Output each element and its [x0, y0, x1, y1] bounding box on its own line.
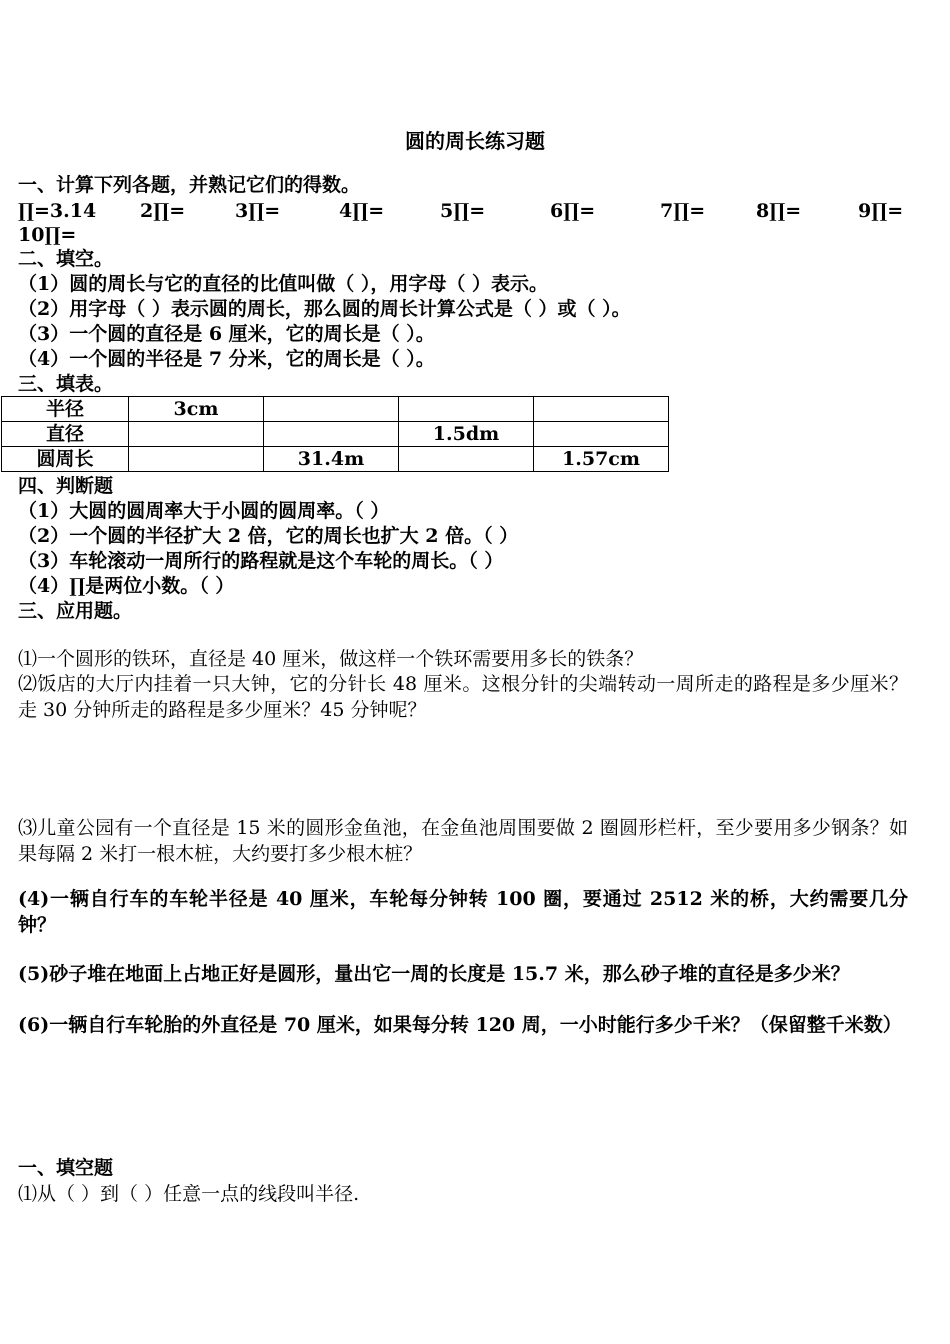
page-title: 圆的周长练习题 [405, 129, 545, 153]
word-problem-1: ⑴一个圆形的铁环，直径是 40 厘米，做这样一个铁环需要用多长的铁条？ [18, 648, 644, 670]
table-cell: 1.5dm [399, 422, 534, 447]
fill-blank-item: ⑴从（ ）到（ ）任意一点的线段叫半径. [18, 1183, 360, 1205]
table-cell: 半径 [2, 397, 129, 422]
table-row [2, 397, 669, 422]
table-cell: 圆周长 [2, 447, 129, 472]
table-cell: 31.4m [264, 447, 399, 472]
table-cell [264, 397, 399, 422]
judge-item: （3）车轮滚动一周所行的路程就是这个车轮的周长。（ ） [18, 550, 504, 572]
judge-item: （1）大圆的圆周率大于小圆的圆周率。（ ） [18, 500, 390, 522]
pi-item: 4∏= [339, 200, 385, 222]
judge-item: （4）∏是两位小数。（ ） [18, 575, 235, 597]
fill-blank-item: （1）圆的周长与它的直径的比值叫做（ ），用字母（ ）表示。 [18, 273, 548, 295]
table-cell: 直径 [2, 422, 129, 447]
table-row [2, 422, 669, 447]
fill-blank-item: （2）用字母（ ）表示圆的周长，那么圆的周长计算公式是（ ）或（ ）。 [18, 298, 631, 320]
word-problem-2: ⑵饭店的大厅内挂着一只大钟，它的分针长 48 厘米。这根分针的尖端转动一周所走的路程是多少厘米？走 30 分钟所走的路程是多少厘米？45 分钟呢？ [18, 673, 908, 721]
table-row [2, 447, 669, 472]
word-problem-6: (6)一辆自行车轮胎的外直径是 70 厘米，如果每分转 120 周，一小时能行多少千米？（保留整千米数） [18, 1014, 902, 1036]
table-cell [534, 422, 669, 447]
table-cell: 3cm [129, 397, 264, 422]
table-cell [264, 422, 399, 447]
pi-item: 6∏= [550, 200, 596, 222]
section-5-heading: 三、应用题。 [18, 600, 133, 622]
pi-item-last: 10∏= [18, 224, 77, 246]
word-problem-3: ⑶儿童公园有一个直径是 15 米的圆形金鱼池，在金鱼池周围要做 2 圈圆形栏杆，至少要用多少钢条？如果每隔 2 米打一根木桩，大约要打多少根木桩？ [18, 817, 908, 865]
table-cell [534, 397, 669, 422]
section-2-heading: 二、填空。 [18, 248, 114, 270]
table-cell [399, 447, 534, 472]
fill-blank-item: （3）一个圆的直径是 6 厘米，它的周长是（ ）。 [18, 323, 435, 345]
pi-item: 3∏= [235, 200, 281, 222]
section-3-heading: 三、填表。 [18, 373, 114, 395]
section-1-heading: 一、计算下列各题，并熟记它们的得数。 [18, 174, 361, 196]
fill-blank-item: （4）一个圆的半径是 7 分米，它的周长是（ ）。 [18, 348, 435, 370]
pi-item: 7∏= [660, 200, 706, 222]
word-problem-4: (4)一辆自行车的车轮半径是 40 厘米，车轮每分钟转 100 圈，要通过 2512 米的桥，大约需要几分钟？ [18, 888, 908, 936]
fill-table [1, 396, 669, 472]
word-problem-5: (5)砂子堆在地面上占地正好是圆形，量出它一周的长度是 15.7 米，那么砂子堆的直径是多少米？ [18, 963, 850, 985]
pi-item: ∏=3.14 [18, 200, 97, 222]
table-cell [129, 447, 264, 472]
pi-item: 2∏= [140, 200, 186, 222]
judge-item: （2）一个圆的半径扩大 2 倍，它的周长也扩大 2 倍。（ ） [18, 525, 519, 547]
table-cell [399, 397, 534, 422]
pi-row [18, 199, 908, 223]
table-cell [129, 422, 264, 447]
section-4-heading: 四、判断题 [18, 475, 114, 497]
pi-item: 9∏= [858, 200, 904, 222]
pi-item: 5∏= [440, 200, 486, 222]
table-cell: 1.57cm [534, 447, 669, 472]
section-6-heading: 一、填空题 [18, 1157, 114, 1179]
pi-item: 8∏= [756, 200, 802, 222]
